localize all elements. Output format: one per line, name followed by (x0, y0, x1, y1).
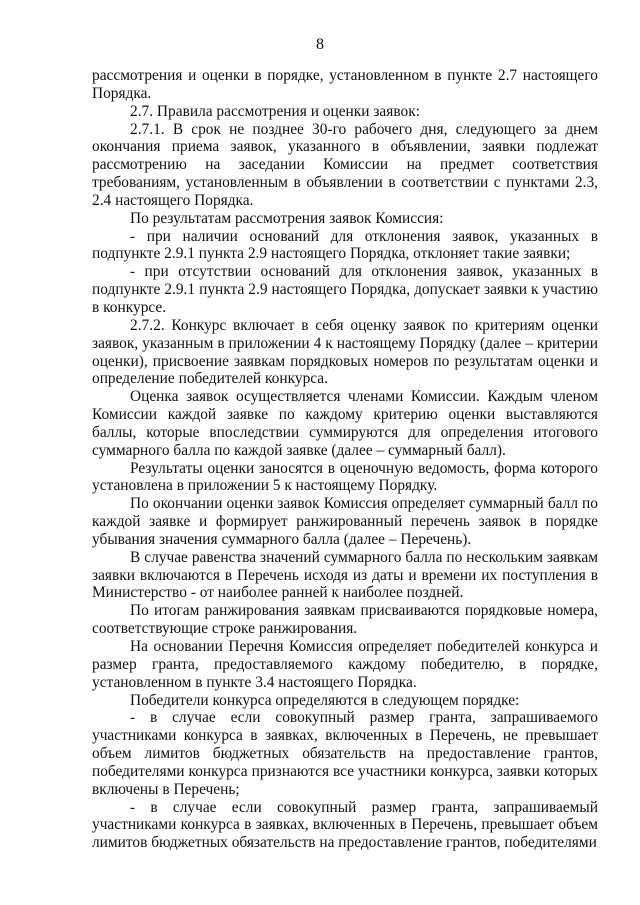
paragraph: Победители конкурса определяются в следующем порядке: (130, 691, 520, 709)
paragraph: - при наличии оснований для отклонения заявок, указанных в подпункте 2.9.1 пункта 2.9 настоящего Порядка, отклоняет такие заявки; (92, 227, 598, 263)
paragraph: - в случае если совокупный размер гранта, запрашиваемого участниками конкурса в заявках, включенных в Перечень, не превышает объем лимитов бюджетных обязательств на предоставление грантов, победителями конкурса признаются все участники конкурса, заявки которых включены в Перечень; (92, 709, 598, 798)
paragraph: По итогам ранжирования заявкам присваиваются порядковые номера, соответствующие строке ранжирования. (92, 602, 598, 638)
paragraph: рассмотрения и оценки в порядке, установленном в пункте 2.7 настоящего Порядка. (92, 67, 598, 102)
paragraph: По окончании оценки заявок Комиссия определяет суммарный балл по каждой заявке и формирует ранжированный перечень заявок в порядке убывания значения суммарного балла (далее – Перечень). (92, 495, 598, 548)
paragraph: 2.7.1. В срок не позднее 30-го рабочего дня, следующего за днем окончания приема заявок, указанного в объявлении, заявки подлежат рассмотрению на заседании Комиссии на предмет соответствия требованиям, установленным в объявлении в соответствии с пунктами 2.3, 2.4 настоящего Порядка. (92, 120, 598, 209)
paragraph: 2.7.2. Конкурс включает в себя оценку заявок по критериям оценки заявок, указанным в приложении 4 к настоящему Порядку (далее – критерии оценки), присвоение заявкам порядковых номеров по результатам оценки и определение победителей конкурса. (92, 316, 598, 388)
paragraph: На основании Перечня Комиссия определяет победителей конкурса и размер гранта, предоставляемого каждому победителю, в порядке, установленном в пункте 3.4 настоящего Порядка. (92, 638, 598, 691)
page-number: 8 (316, 36, 324, 53)
document-body (92, 67, 598, 852)
paragraph: Результаты оценки заносятся в оценочную ведомость, форма которого установлена в приложении 5 к настоящему Порядку. (92, 459, 598, 495)
paragraph: По результатам рассмотрения заявок Комиссия: (130, 209, 444, 227)
paragraph: Оценка заявок осуществляется членами Комиссии. Каждым членом Комиссии каждой заявке по каждому критерию оценки выставляются баллы, которые впоследствии суммируются для определения итогового суммарного балла по каждой заявке (далее – суммарный балл). (92, 388, 598, 459)
paragraph: - в случае если совокупный размер гранта, запрашиваемый участниками конкурса в заявках, включенных в Перечень, превышает объем лимитов бюджетных обязательств на предоставление грантов, победителями (92, 798, 598, 852)
paragraph: 2.7. Правила рассмотрения и оценки заявок: (130, 102, 420, 120)
paragraph: - при отсутствии оснований для отклонения заявок, указанных в подпункте 2.9.1 пункта 2.9 настоящего Порядка, допускает заявки к участию в конкурсе. (92, 263, 598, 316)
paragraph: В случае равенства значений суммарного балла по нескольким заявкам заявки включаются в Перечень исходя из даты и времени их поступления в Министерство - от наиболее ранней к наиболее поздней. (92, 548, 598, 602)
